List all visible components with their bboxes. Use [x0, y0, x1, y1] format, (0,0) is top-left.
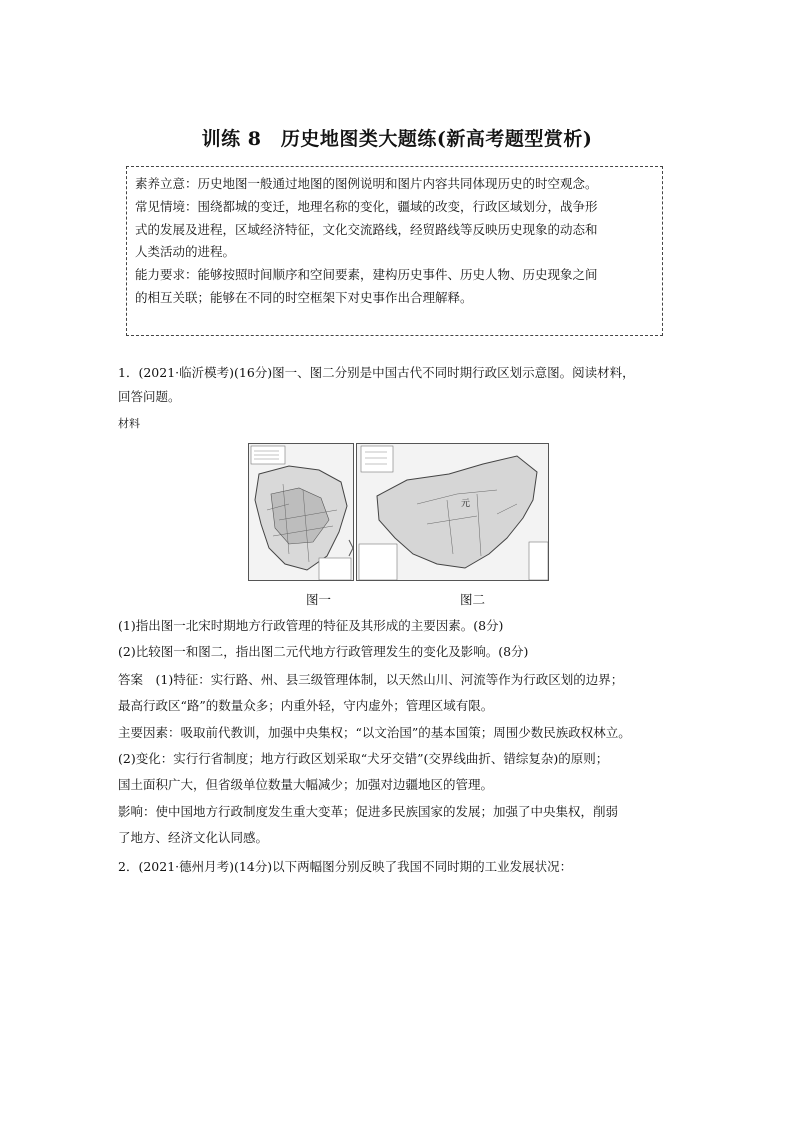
box-line: 的相互关联；能够在不同的时空框架下对史事作出合理解释。 [135, 289, 473, 305]
map-figure-1 [248, 443, 354, 581]
q2-stem: 2．(2021·德州月考)(14分)以下两幅图分别反映了我国不同时期的工业发展状况： [118, 859, 573, 874]
figure-caption-2: 图二 [460, 592, 486, 607]
box-line: 能力要求：能够按照时间顺序和空间要素，建构历史事件、历史人物、历史现象之间 [135, 267, 598, 283]
q1-sub-question-1: (1)指出图一北宋时期地方行政管理的特征及其形成的主要因素。(8分) [118, 618, 504, 633]
page-title: 训练 8 历史地图类大题练(新高考题型赏析) [201, 128, 593, 150]
map-label-yuan: 元 [461, 499, 471, 509]
q1-stem-line2: 回答问题。 [118, 389, 181, 404]
answer-line: 答案 (1)特征：实行路、州、县三级管理体制，以天然山川、河流等作为行政区划的边界； [118, 672, 624, 687]
answer-line: 影响：使中国地方行政制度发生重大变革；促进多民族国家的发展；加强了中央集权，削弱 [118, 804, 619, 819]
map-1-graphic [249, 444, 354, 581]
box-line: 常见情境：围绕都城的变迁，地理名称的变化，疆域的改变，行政区域划分，战争形 [135, 198, 598, 214]
box-line: 素养立意：历史地图一般通过地图的图例说明和图片内容共同体现历史的时空观念。 [135, 176, 598, 191]
answer-line: 主要因素：吸取前代教训，加强中央集权；“以文治国”的基本国策；周围少数民族政权林立。 [118, 725, 631, 740]
q1-sub-question-2: (2)比较图一和图二，指出图二元代地方行政管理发生的变化及影响。(8分) [118, 644, 529, 659]
map-figures [248, 443, 549, 581]
answer-line: (2)变化：实行行省制度；地方行政区划采取“犬牙交错”(交界线曲折、错综复杂)的原则； [118, 751, 609, 766]
box-line: 式的发展及进程，区域经济特征，文化交流路线，经贸路线等反映历史现象的动态和 [135, 221, 598, 237]
box-line: 人类活动的进程。 [135, 244, 236, 260]
answer-line: 了地方、经济文化认同感。 [118, 830, 269, 845]
map-figure-2 [356, 443, 549, 581]
answer-line: 最高行政区“路”的数量众多；内重外轻，守内虚外；管理区域有限。 [118, 698, 494, 713]
q1-stem-line1: 1．(2021·临沂模考)(16分)图一、图二分别是中国古代不同时期行政区划示意图。阅读材料， [118, 365, 635, 380]
material-label: 材料 [118, 417, 140, 430]
answer-line: 国土面积广大，但省级单位数量大幅减少；加强对边疆地区的管理。 [118, 777, 494, 792]
map-2-graphic [357, 444, 549, 581]
figure-caption-1: 图一 [306, 592, 332, 607]
literacy-box [126, 166, 663, 336]
